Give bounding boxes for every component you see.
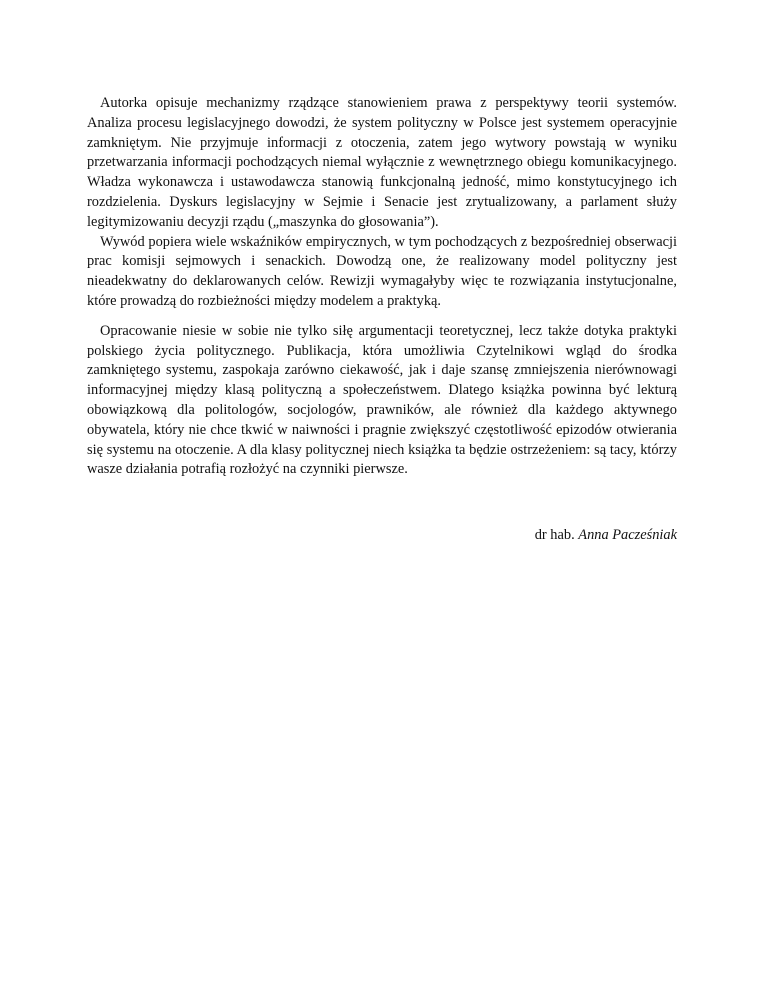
paragraph-systems-theory: Autorka opisuje mechanizmy rządzące stanowieniem prawa z perspektywy teorii systemów. Analiza procesu legislacyjnego dowodzi, że system polityczny w Polsce jest systemem operacyjnie zamkniętym. Nie przyjmuje informacji z otoczenia, zatem jego wytwory powstają w wyniku przetwarzania informacji pochodzących niemal wyłącznie z wewnętrznego obiegu komunikacyjnego. Władza wykonawcza i ustawodawcza stanowią funkcjonalną jedność, mimo konstytucyjnego ich rozdzielenia. Dyskurs legislacyjny w Sejmie i Senacie jest zrytualizowany, a parlament służy legitymizowaniu decyzji rządu („maszynka do głosowania”).: [87, 95, 677, 230]
paragraph-gap: [87, 312, 677, 322]
paragraph-recommendation: Opracowanie niesie w sobie nie tylko siłę argumentacji teoretycznej, lecz także dotyka praktyki polskiego życia politycznego. Publikacja, która umożliwia Czytelnikowi wgląd do środka zamkniętego systemu, zaspokaja zarówno ciekawość, jak i daje szansę zmniejszenia nierównowagi informacyjnej między klasą polityczną a społeczeństwem. Dlatego książka powinna być lekturą obowiązkową dla politologów, socjologów, prawników, ale również dla każdego aktywnego obywatela, który nie chce tkwić w naiwności i pragnie zwiększyć częstotliwość epizodów otwierania się systemu na otoczenie. A dla klasy politycznej niech książka ta będzie ostrzeżeniem: są tacy, którzy wasze działania potrafią rozłożyć na czynniki pierwsze.: [87, 322, 677, 478]
signature: [87, 526, 677, 546]
signature-name: Anna Pacześniak: [578, 527, 677, 544]
document-page: [87, 94, 677, 546]
paragraph-empirical-evidence: Wywód popiera wiele wskaźników empirycznych, w tym pochodzących z bezpośredniej obserwacji prac komisji sejmowych i senackich. Dowodzą one, że realizowany model polityczny jest nieadekwatny do deklarowanych celów. Rewizji wymagałyby więc te rozwiązania instytucjonalne, które prowadzą do rozbieżności między modelem a praktyką.: [87, 233, 677, 309]
signature-title: dr hab.: [534, 527, 575, 544]
